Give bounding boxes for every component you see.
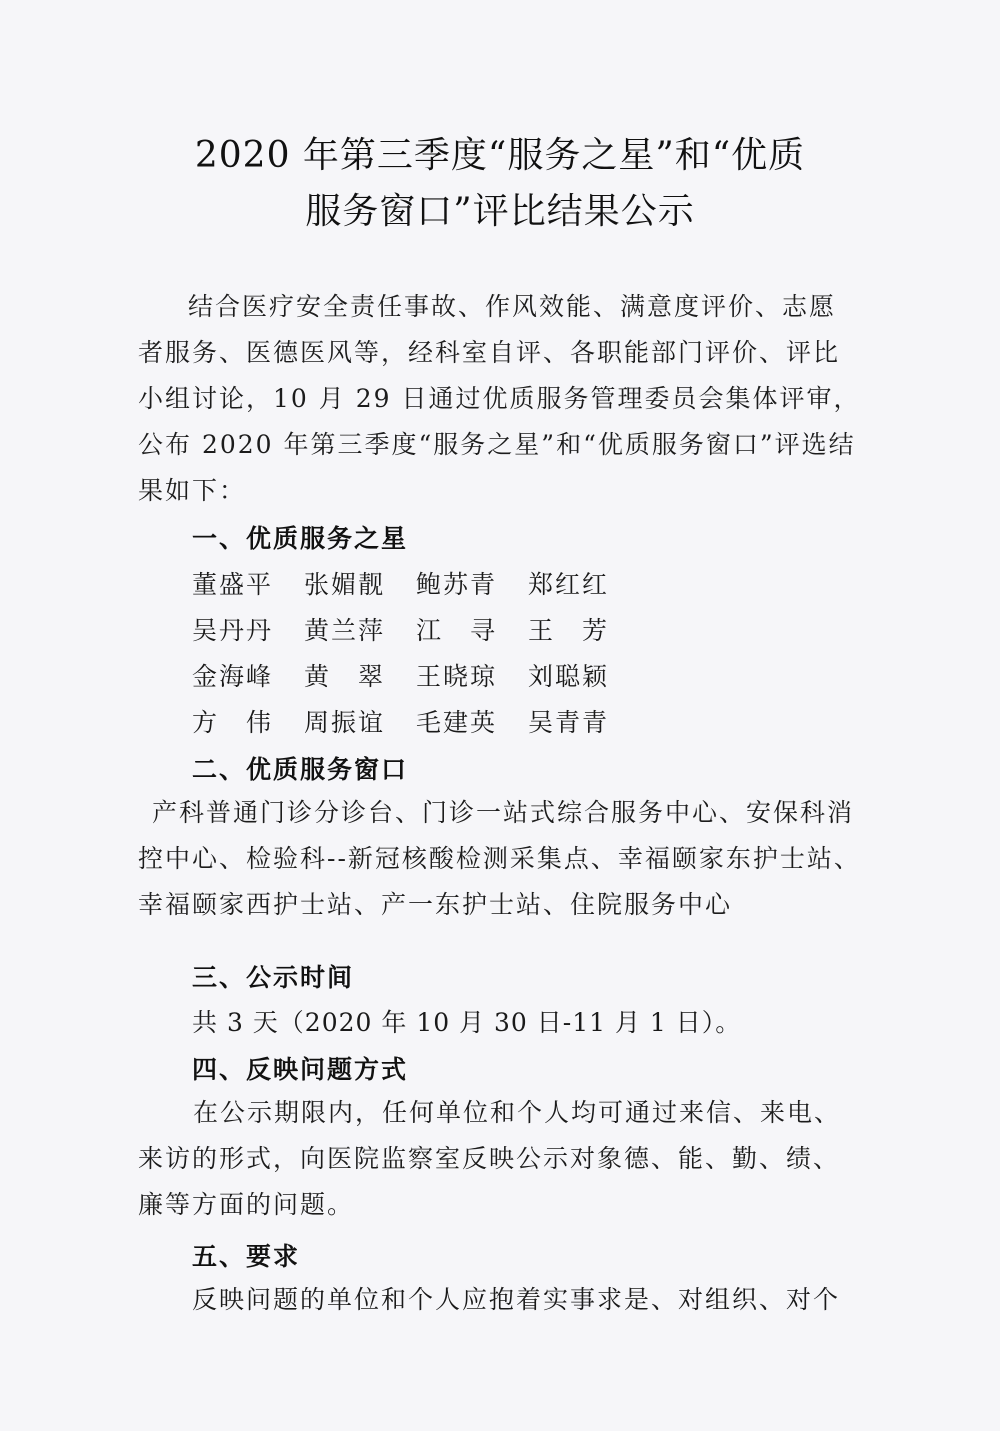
award-name: 吴丹丹 xyxy=(192,616,274,645)
title-line-1: 2020 年第三季度“服务之星”和“优质 xyxy=(194,135,806,176)
name-row xyxy=(192,700,640,746)
award-name: 刘聪颖 xyxy=(528,662,610,691)
award-name: 张媚靓 xyxy=(304,570,386,599)
award-name: 金海峰 xyxy=(192,662,274,691)
publicity-period-text: 共 3 天（2020 年 10 月 30 日-11 月 1 日）。 xyxy=(192,1008,742,1037)
title-line-2: 服务窗口”评比结果公示 xyxy=(305,191,695,232)
section-heading-service-stars: 一、优质服务之星 xyxy=(192,524,409,553)
award-name: 毛建英 xyxy=(416,708,498,737)
name-row xyxy=(192,562,640,608)
section-heading-requirements: 五、要求 xyxy=(192,1242,301,1271)
section-heading-service-windows: 二、优质服务窗口 xyxy=(192,755,409,784)
award-name: 鲍苏青 xyxy=(416,570,498,599)
service-windows-paragraph: 产科普通门诊分诊台、门诊一站式综合服务中心、安保科消控中心、检验科--新冠核酸检测采集点、幸福颐家东护士站、幸福颐家西护士站、产一东护士站、住院服务中心 xyxy=(138,798,861,919)
award-name: 方 伟 xyxy=(192,708,274,737)
award-name: 黄 翠 xyxy=(304,662,386,691)
award-name: 董盛平 xyxy=(192,570,274,599)
award-name: 黄兰萍 xyxy=(304,616,386,645)
document-title xyxy=(0,128,1000,240)
award-name: 江 寻 xyxy=(416,616,498,645)
section-heading-reporting-method: 四、反映问题方式 xyxy=(192,1055,409,1084)
section-heading-publicity-period: 三、公示时间 xyxy=(192,963,355,992)
award-name: 吴青青 xyxy=(528,708,610,737)
award-name: 郑红红 xyxy=(528,570,610,599)
reporting-method-paragraph: 在公示期限内，任何单位和个人均可通过来信、来电、来访的形式，向医院监察室反映公示对象德、能、勤、绩、廉等方面的问题。 xyxy=(138,1098,842,1219)
name-row xyxy=(192,654,640,700)
requirements-paragraph: 反映问题的单位和个人应抱着实事求是、对组织、对个 xyxy=(192,1285,841,1314)
intro-paragraph: 结合医疗安全责任事故、作风效能、满意度评价、志愿者服务、医德医风等，经科室自评、各职能部门评价、评比小组讨论，10 月 29 日通过优质服务管理委员会集体评审，公布 2020 年第三季度“服务之星”和“优质服务窗口”评选结果如下： xyxy=(138,292,861,505)
name-row xyxy=(192,608,640,654)
award-name: 周振谊 xyxy=(304,708,386,737)
service-stars-name-grid xyxy=(192,562,640,746)
award-name: 王 芳 xyxy=(528,616,610,645)
award-name: 王晓琼 xyxy=(416,662,498,691)
